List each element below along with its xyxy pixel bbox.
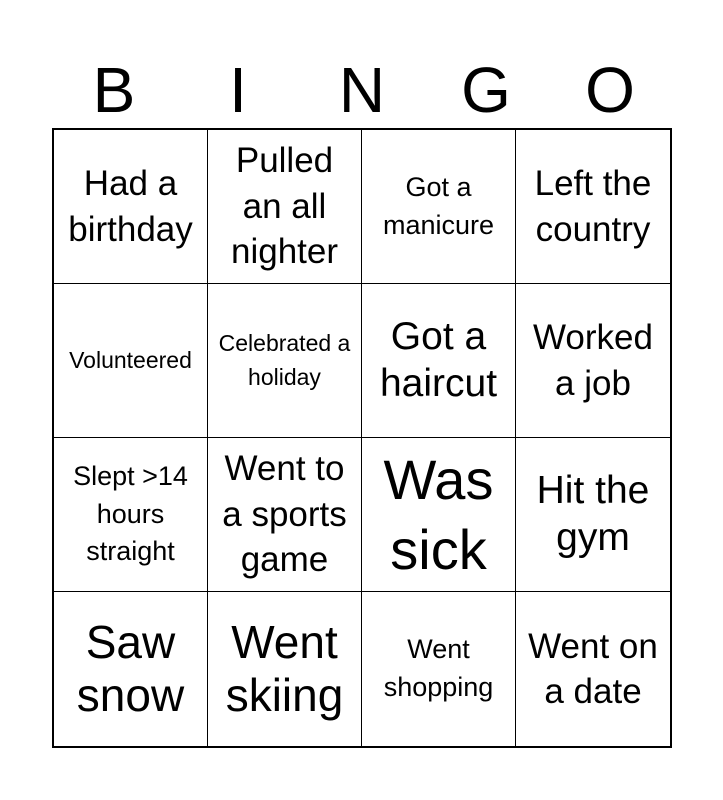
cell-label: Pulled an all nighter (230, 141, 339, 272)
bingo-cell[interactable] (208, 438, 362, 592)
cell-label: Went skiing (225, 616, 344, 721)
bingo-cell[interactable] (516, 130, 670, 284)
header-letter-o: O (585, 54, 635, 126)
cell-label: Saw snow (76, 616, 185, 721)
cell-label: Went to a sports game (222, 449, 347, 580)
cell-label: Hit the gym (536, 468, 650, 559)
bingo-cell[interactable] (362, 130, 516, 284)
bingo-cell[interactable] (362, 592, 516, 746)
header-letter-n: N (338, 54, 386, 126)
bingo-cell[interactable] (362, 438, 516, 592)
bingo-cell[interactable] (54, 592, 208, 746)
bingo-grid (52, 128, 672, 748)
bingo-cell[interactable] (208, 284, 362, 438)
cell-label: Was sick (383, 447, 494, 581)
cell-label: Worked a job (533, 318, 653, 403)
header-letter-b: B (92, 54, 136, 126)
bingo-cell[interactable] (362, 284, 516, 438)
cell-label: Went on a date (528, 626, 658, 711)
bingo-cell[interactable] (516, 592, 670, 746)
bingo-cell[interactable] (54, 130, 208, 284)
cell-label: Got a haircut (379, 314, 498, 405)
cell-label: Went shopping (383, 634, 494, 702)
cell-label: Left the country (534, 164, 652, 249)
bingo-header (52, 52, 672, 128)
header-letter-g: G (461, 54, 511, 126)
cell-label: Had a birthday (68, 164, 193, 249)
cell-label: Volunteered (69, 346, 192, 373)
bingo-cell[interactable] (208, 130, 362, 284)
bingo-cell[interactable] (516, 284, 670, 438)
bingo-cell[interactable] (208, 592, 362, 746)
cell-label: Got a manicure (382, 171, 495, 240)
cell-label: Slept >14 hours straight (73, 460, 188, 567)
header-letter-i: I (229, 54, 247, 126)
bingo-cell[interactable] (54, 438, 208, 592)
cell-label: Celebrated a holiday (218, 330, 351, 390)
bingo-cell[interactable] (516, 438, 670, 592)
bingo-cell[interactable] (54, 284, 208, 438)
